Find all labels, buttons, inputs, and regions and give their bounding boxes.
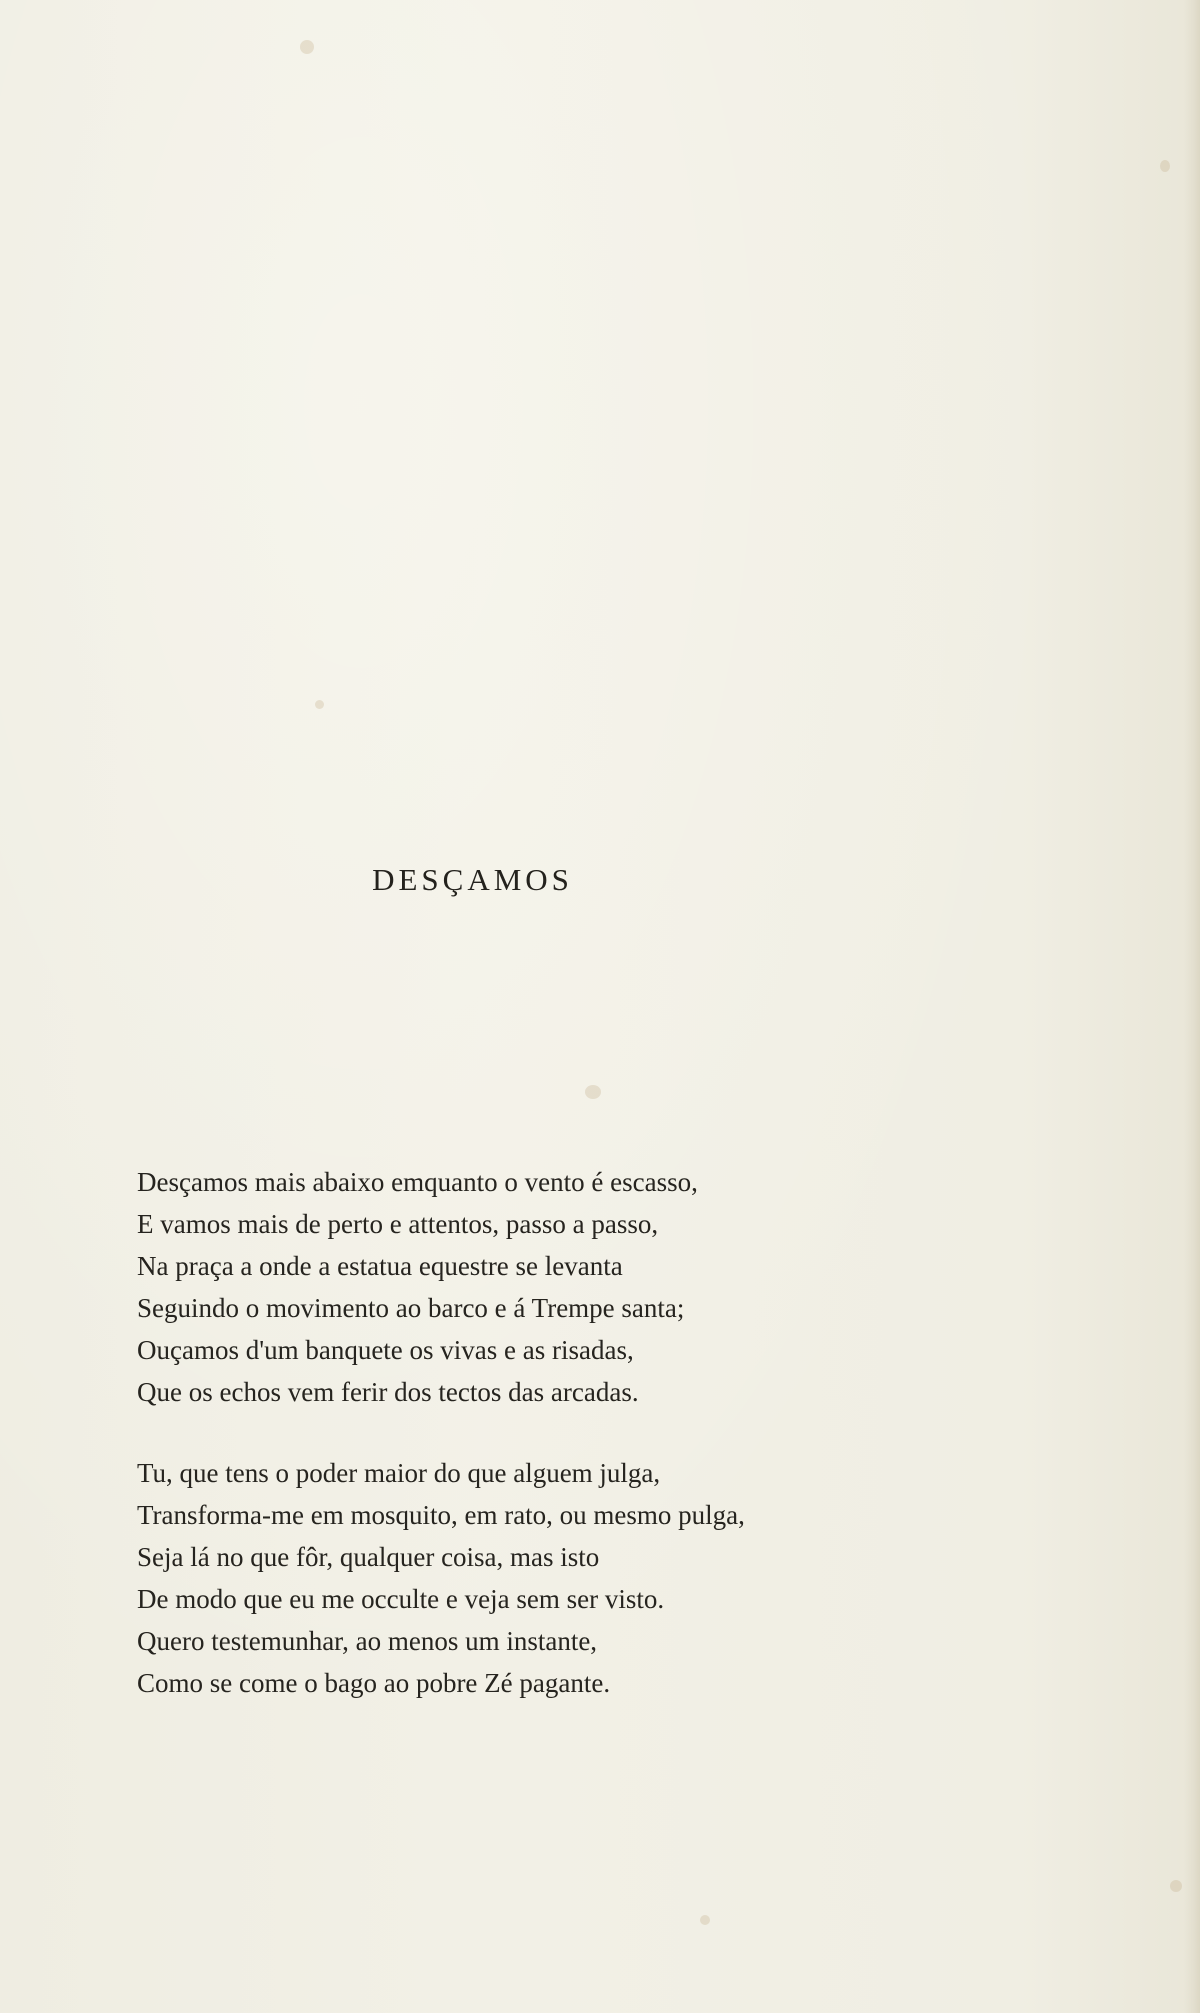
poem-line: Tu, que tens o poder maior do que alguem julga, [137,1458,661,1488]
poem-line: Como se come o bago ao pobre Zé pagante. [137,1668,611,1698]
foxing-spot [300,40,314,54]
poem-line: Que os echos vem ferir dos tectos das arcadas. [137,1377,639,1407]
poem-line: Quero testemunhar, ao menos um instante, [137,1626,598,1656]
stanza [137,1161,698,1413]
foxing-spot [585,1085,601,1099]
foxing-spot [1170,1880,1182,1892]
poem-line: Na praça a onde a estatua equestre se levanta [137,1251,623,1281]
poem-line: Seja lá no que fôr, qualquer coisa, mas isto [137,1542,600,1572]
poem-title: DESÇAMOS [372,862,573,897]
stanza [137,1452,745,1704]
poem-line: De modo que eu me occulte e veja sem ser visto. [137,1584,665,1614]
poem-line: E vamos mais de perto e attentos, passo a passo, [137,1209,659,1239]
page-edge [1184,0,1200,2013]
foxing-spot [1160,160,1170,172]
foxing-spot [315,700,324,709]
foxing-spot [700,1915,710,1925]
poem-line: Desçamos mais abaixo emquanto o vento é escasso, [137,1167,698,1197]
poem-line: Transforma-me em mosquito, em rato, ou mesmo pulga, [137,1500,745,1530]
poem-line: Ouçamos d'um banquete os vivas e as risadas, [137,1335,634,1365]
poem-line: Seguindo o movimento ao barco e á Trempe santa; [137,1293,685,1323]
